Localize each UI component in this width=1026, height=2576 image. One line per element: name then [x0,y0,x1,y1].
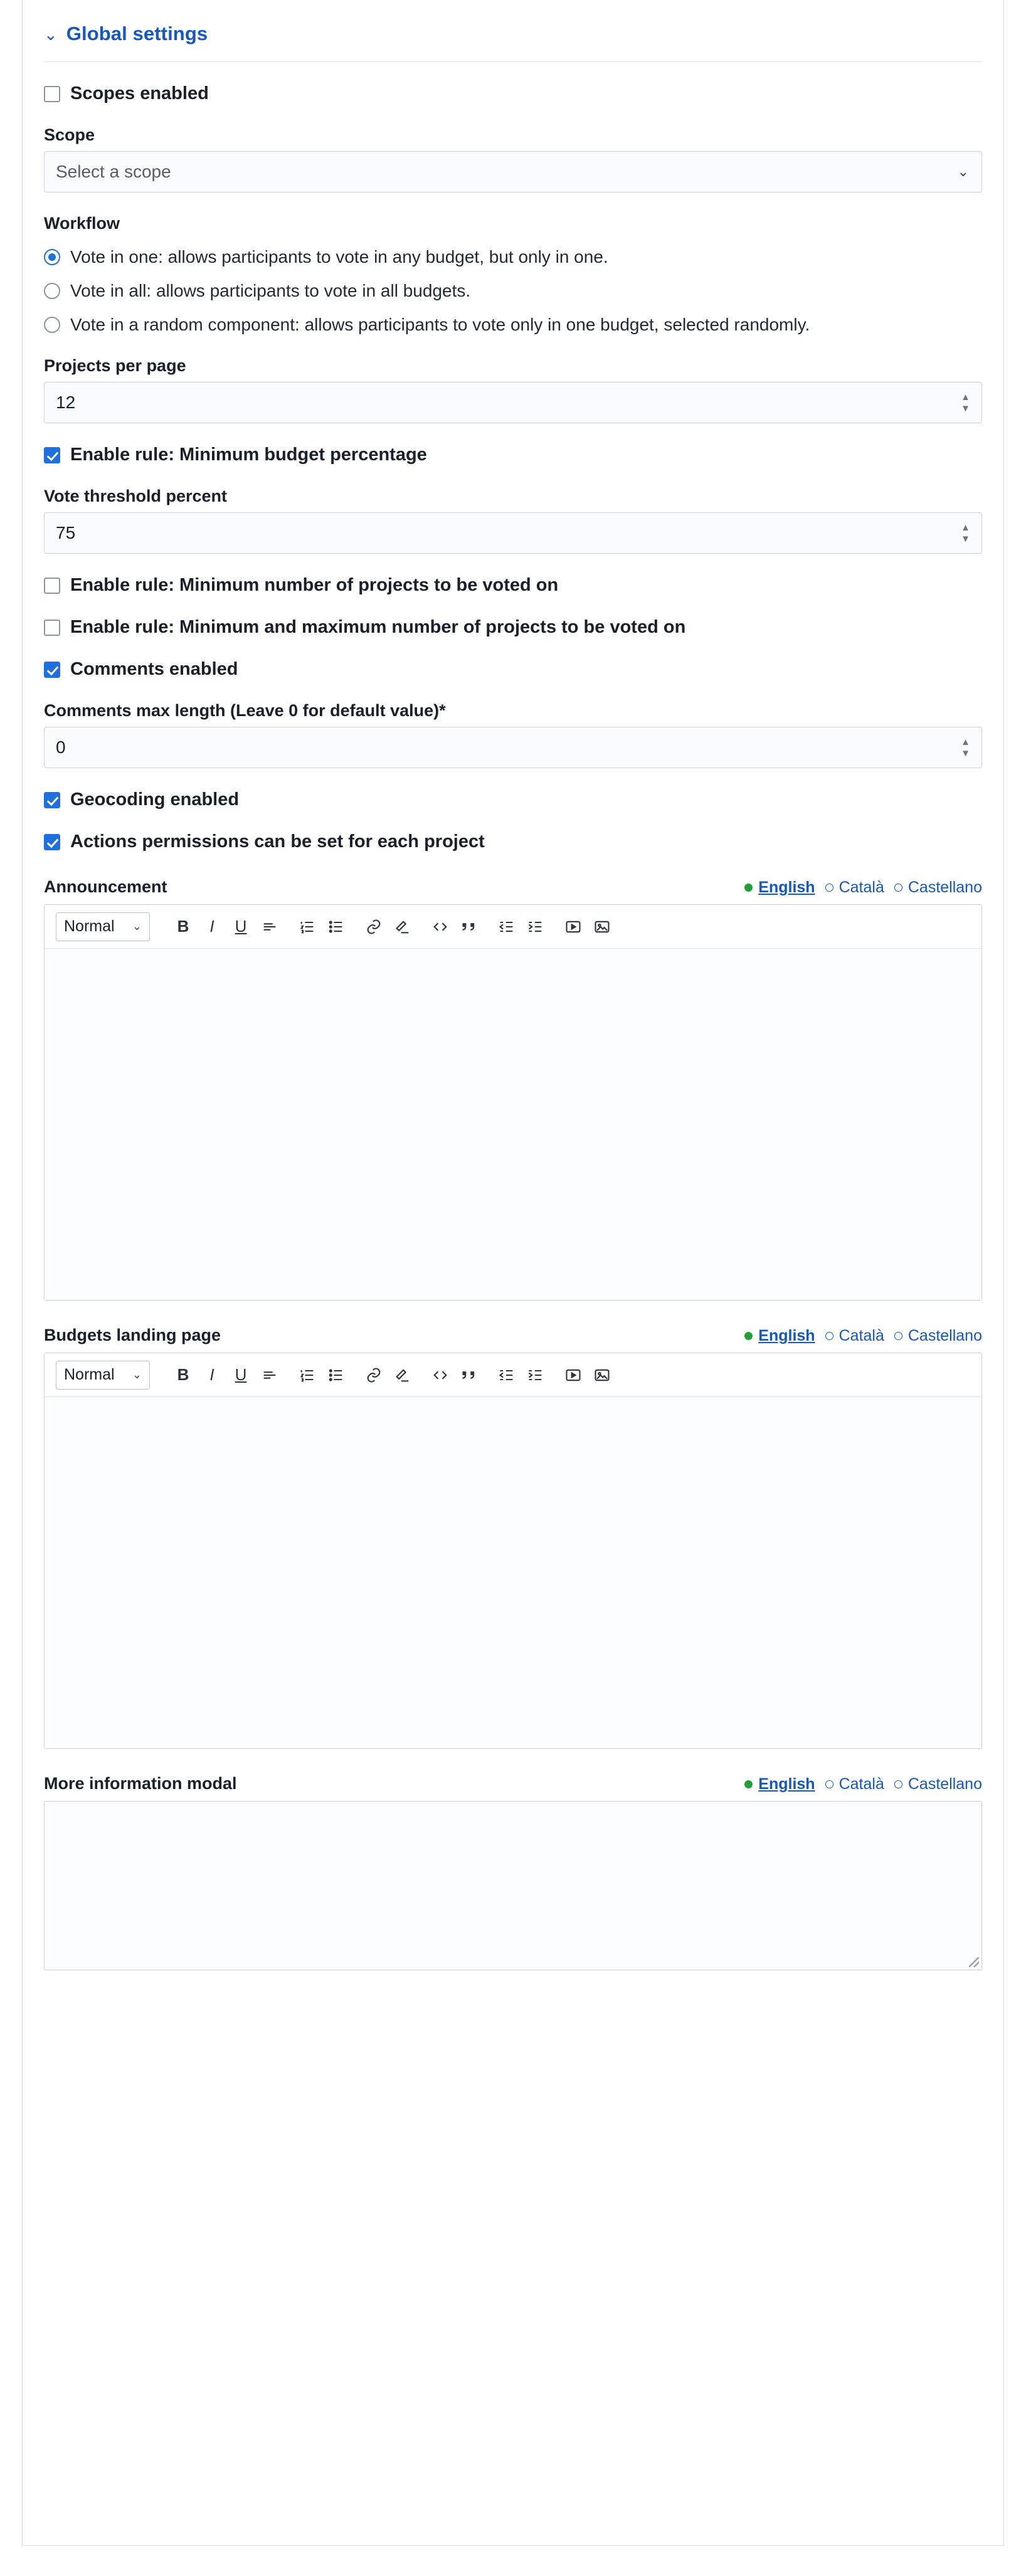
stepper-up-icon[interactable]: ▲ [961,736,970,747]
announcement-language-tabs[interactable] [744,879,982,897]
chevron-down-icon[interactable]: ⌄ [44,25,58,44]
lang-tab-catala[interactable] [825,1775,884,1793]
actions-permissions-checkbox[interactable] [44,834,60,850]
geocoding-enabled-label: Geocoding enabled [70,789,240,810]
radio-vote-in-one[interactable] [44,249,60,265]
announcement-label-row [44,877,982,897]
lang-dot-icon [894,1332,902,1340]
lang-dot-icon [825,884,833,892]
video-icon[interactable] [559,912,588,941]
lang-tab-castellano[interactable] [894,1775,982,1793]
indent-increase-icon[interactable] [521,1361,550,1390]
lang-tab-label: English [758,879,815,896]
bold-icon[interactable]: B [177,917,189,936]
chevron-down-icon: ⌄ [132,1368,142,1381]
actions-permissions-row[interactable] [44,831,982,852]
ordered-list-icon[interactable] [293,1361,322,1390]
rule-min-projects-checkbox[interactable] [44,578,60,594]
image-icon[interactable] [588,1361,616,1390]
workflow-label: Workflow [44,214,120,233]
blockquote-icon[interactable] [455,1361,484,1390]
editor-toolbar[interactable] [45,905,981,949]
editor-format-value: Normal [64,917,115,935]
lang-dot-icon [825,1780,833,1788]
lang-tab-english[interactable] [744,1775,815,1793]
rule-min-projects-row[interactable] [44,575,982,596]
announcement-label: Announcement [44,877,167,896]
projects-per-page-value: 12 [56,393,76,412]
lang-tab-catala[interactable] [825,1327,884,1345]
indent-decrease-icon[interactable] [492,912,521,941]
budgets-landing-language-tabs[interactable] [744,1327,982,1345]
underline-icon[interactable]: U [235,917,247,936]
scope-select-value: Select a scope [56,162,171,181]
rule-min-max-projects-row[interactable] [44,617,982,638]
lang-dot-icon [744,1332,753,1340]
workflow-option-label: Vote in a random component: allows participants to vote only in one budget, selected randomly. [70,315,810,334]
italic-icon[interactable]: I [209,917,214,936]
ordered-list-icon[interactable] [293,912,322,941]
unordered-list-icon[interactable] [322,1361,351,1390]
erase-format-icon[interactable] [388,1361,417,1390]
stepper-up-icon[interactable]: ▲ [961,522,970,533]
lang-dot-icon [894,1780,902,1788]
image-icon[interactable] [588,912,616,941]
page-title: Global settings [66,23,208,45]
projects-per-page-input[interactable] [44,382,982,423]
resize-handle-icon[interactable] [969,1957,979,1967]
lang-dot-icon [744,884,753,892]
comments-max-length-input[interactable] [44,727,982,768]
editor-toolbar[interactable] [45,1353,981,1397]
budgets-landing-label-row [44,1326,982,1345]
lang-tab-label: Castellano [907,879,982,896]
lang-tab-castellano[interactable] [894,879,982,897]
lang-tab-label: English [758,1327,815,1344]
indent-decrease-icon[interactable] [492,1361,521,1390]
lang-tab-label: Castellano [907,1327,982,1344]
number-stepper[interactable] [961,737,970,758]
strikethrough-icon[interactable] [255,912,284,941]
global-settings-panel [22,0,1004,2546]
rule-min-budget-percentage-label: Enable rule: Minimum budget percentage [70,445,427,465]
code-block-icon[interactable] [426,912,455,941]
stepper-down-icon[interactable]: ▼ [961,533,970,544]
actions-permissions-label: Actions permissions can be set for each project [70,831,485,852]
vote-threshold-input[interactable] [44,512,982,554]
announcement-editor-body[interactable] [45,949,981,1300]
unordered-list-icon[interactable] [322,912,351,941]
blockquote-icon[interactable] [455,912,484,941]
lang-tab-english[interactable] [744,879,815,897]
link-icon[interactable] [359,1361,388,1390]
radio-vote-in-all[interactable] [44,283,60,299]
chevron-down-icon: ⌄ [132,920,142,932]
lang-tab-label: Català [838,879,884,896]
lang-tab-english[interactable] [744,1327,815,1345]
stepper-down-icon[interactable]: ▼ [961,747,970,759]
video-icon[interactable] [559,1361,588,1390]
workflow-option-vote-in-one[interactable] [44,247,982,267]
geocoding-enabled-row[interactable] [44,789,982,810]
more-info-textarea[interactable] [44,1801,982,1970]
comments-max-length-value: 0 [56,737,66,757]
number-stepper[interactable] [961,523,970,544]
more-info-label: More information modal [44,1774,237,1793]
vote-threshold-value: 75 [56,523,76,542]
scopes-enabled-checkbox[interactable] [44,86,60,102]
link-icon[interactable] [359,912,388,941]
comments-max-length-label: Comments max length (Leave 0 for default value)* [44,701,446,720]
stepper-down-icon[interactable]: ▼ [961,403,970,414]
budgets-landing-editor[interactable] [44,1353,982,1749]
erase-format-icon[interactable] [388,912,417,941]
projects-per-page-label: Projects per page [44,356,186,375]
lang-tab-catala[interactable] [825,879,884,897]
lang-tab-label: Català [838,1775,884,1793]
budgets-landing-label: Budgets landing page [44,1326,221,1344]
chevron-down-icon: ⌄ [957,164,969,179]
editor-format-select[interactable] [56,912,150,941]
radio-vote-random[interactable] [44,317,60,333]
rule-min-budget-percentage-row[interactable] [44,445,982,465]
strikethrough-icon[interactable] [255,1361,284,1390]
code-block-icon[interactable] [426,1361,455,1390]
more-info-language-tabs[interactable] [744,1775,982,1793]
more-info-label-row [44,1774,982,1793]
rule-min-max-projects-label: Enable rule: Minimum and maximum number of projects to be voted on [70,617,686,637]
geocoding-enabled-checkbox[interactable] [44,792,60,808]
editor-format-select[interactable] [56,1361,150,1390]
lang-tab-castellano[interactable] [894,1327,982,1345]
comments-enabled-row[interactable] [44,659,982,680]
lang-dot-icon [744,1780,753,1788]
stepper-up-icon[interactable]: ▲ [961,391,970,403]
workflow-option-label: Vote in all: allows participants to vote in all budgets. [70,281,471,300]
announcement-editor[interactable] [44,904,982,1301]
workflow-option-vote-in-all[interactable] [44,281,982,301]
scopes-enabled-row[interactable] [44,83,982,104]
lang-dot-icon [894,884,902,892]
panel-header[interactable] [23,0,1003,61]
workflow-option-vote-random[interactable] [44,315,982,335]
scope-select[interactable] [44,151,982,193]
editor-format-value: Normal [64,1366,115,1383]
vote-threshold-label: Vote threshold percent [44,487,228,505]
comments-enabled-checkbox[interactable] [44,662,60,678]
lang-tab-label: English [758,1775,815,1793]
scope-label: Scope [44,125,95,144]
budgets-landing-editor-body[interactable] [45,1397,981,1748]
lang-tab-label: Castellano [907,1775,982,1793]
italic-icon[interactable]: I [209,1365,214,1384]
rule-min-max-projects-checkbox[interactable] [44,620,60,636]
number-stepper[interactable] [961,393,970,413]
comments-enabled-label: Comments enabled [70,659,238,679]
indent-increase-icon[interactable] [521,912,550,941]
underline-icon[interactable]: U [235,1365,247,1384]
bold-icon[interactable]: B [177,1365,189,1384]
rule-min-budget-percentage-checkbox[interactable] [44,447,60,463]
lang-tab-label: Català [838,1327,884,1344]
scopes-enabled-label: Scopes enabled [70,83,209,103]
settings-content [23,83,1003,1970]
rule-min-projects-label: Enable rule: Minimum number of projects to be voted on [70,575,559,595]
lang-dot-icon [825,1332,833,1340]
header-divider [44,61,982,62]
workflow-option-label: Vote in one: allows participants to vote in any budget, but only in one. [70,247,608,267]
